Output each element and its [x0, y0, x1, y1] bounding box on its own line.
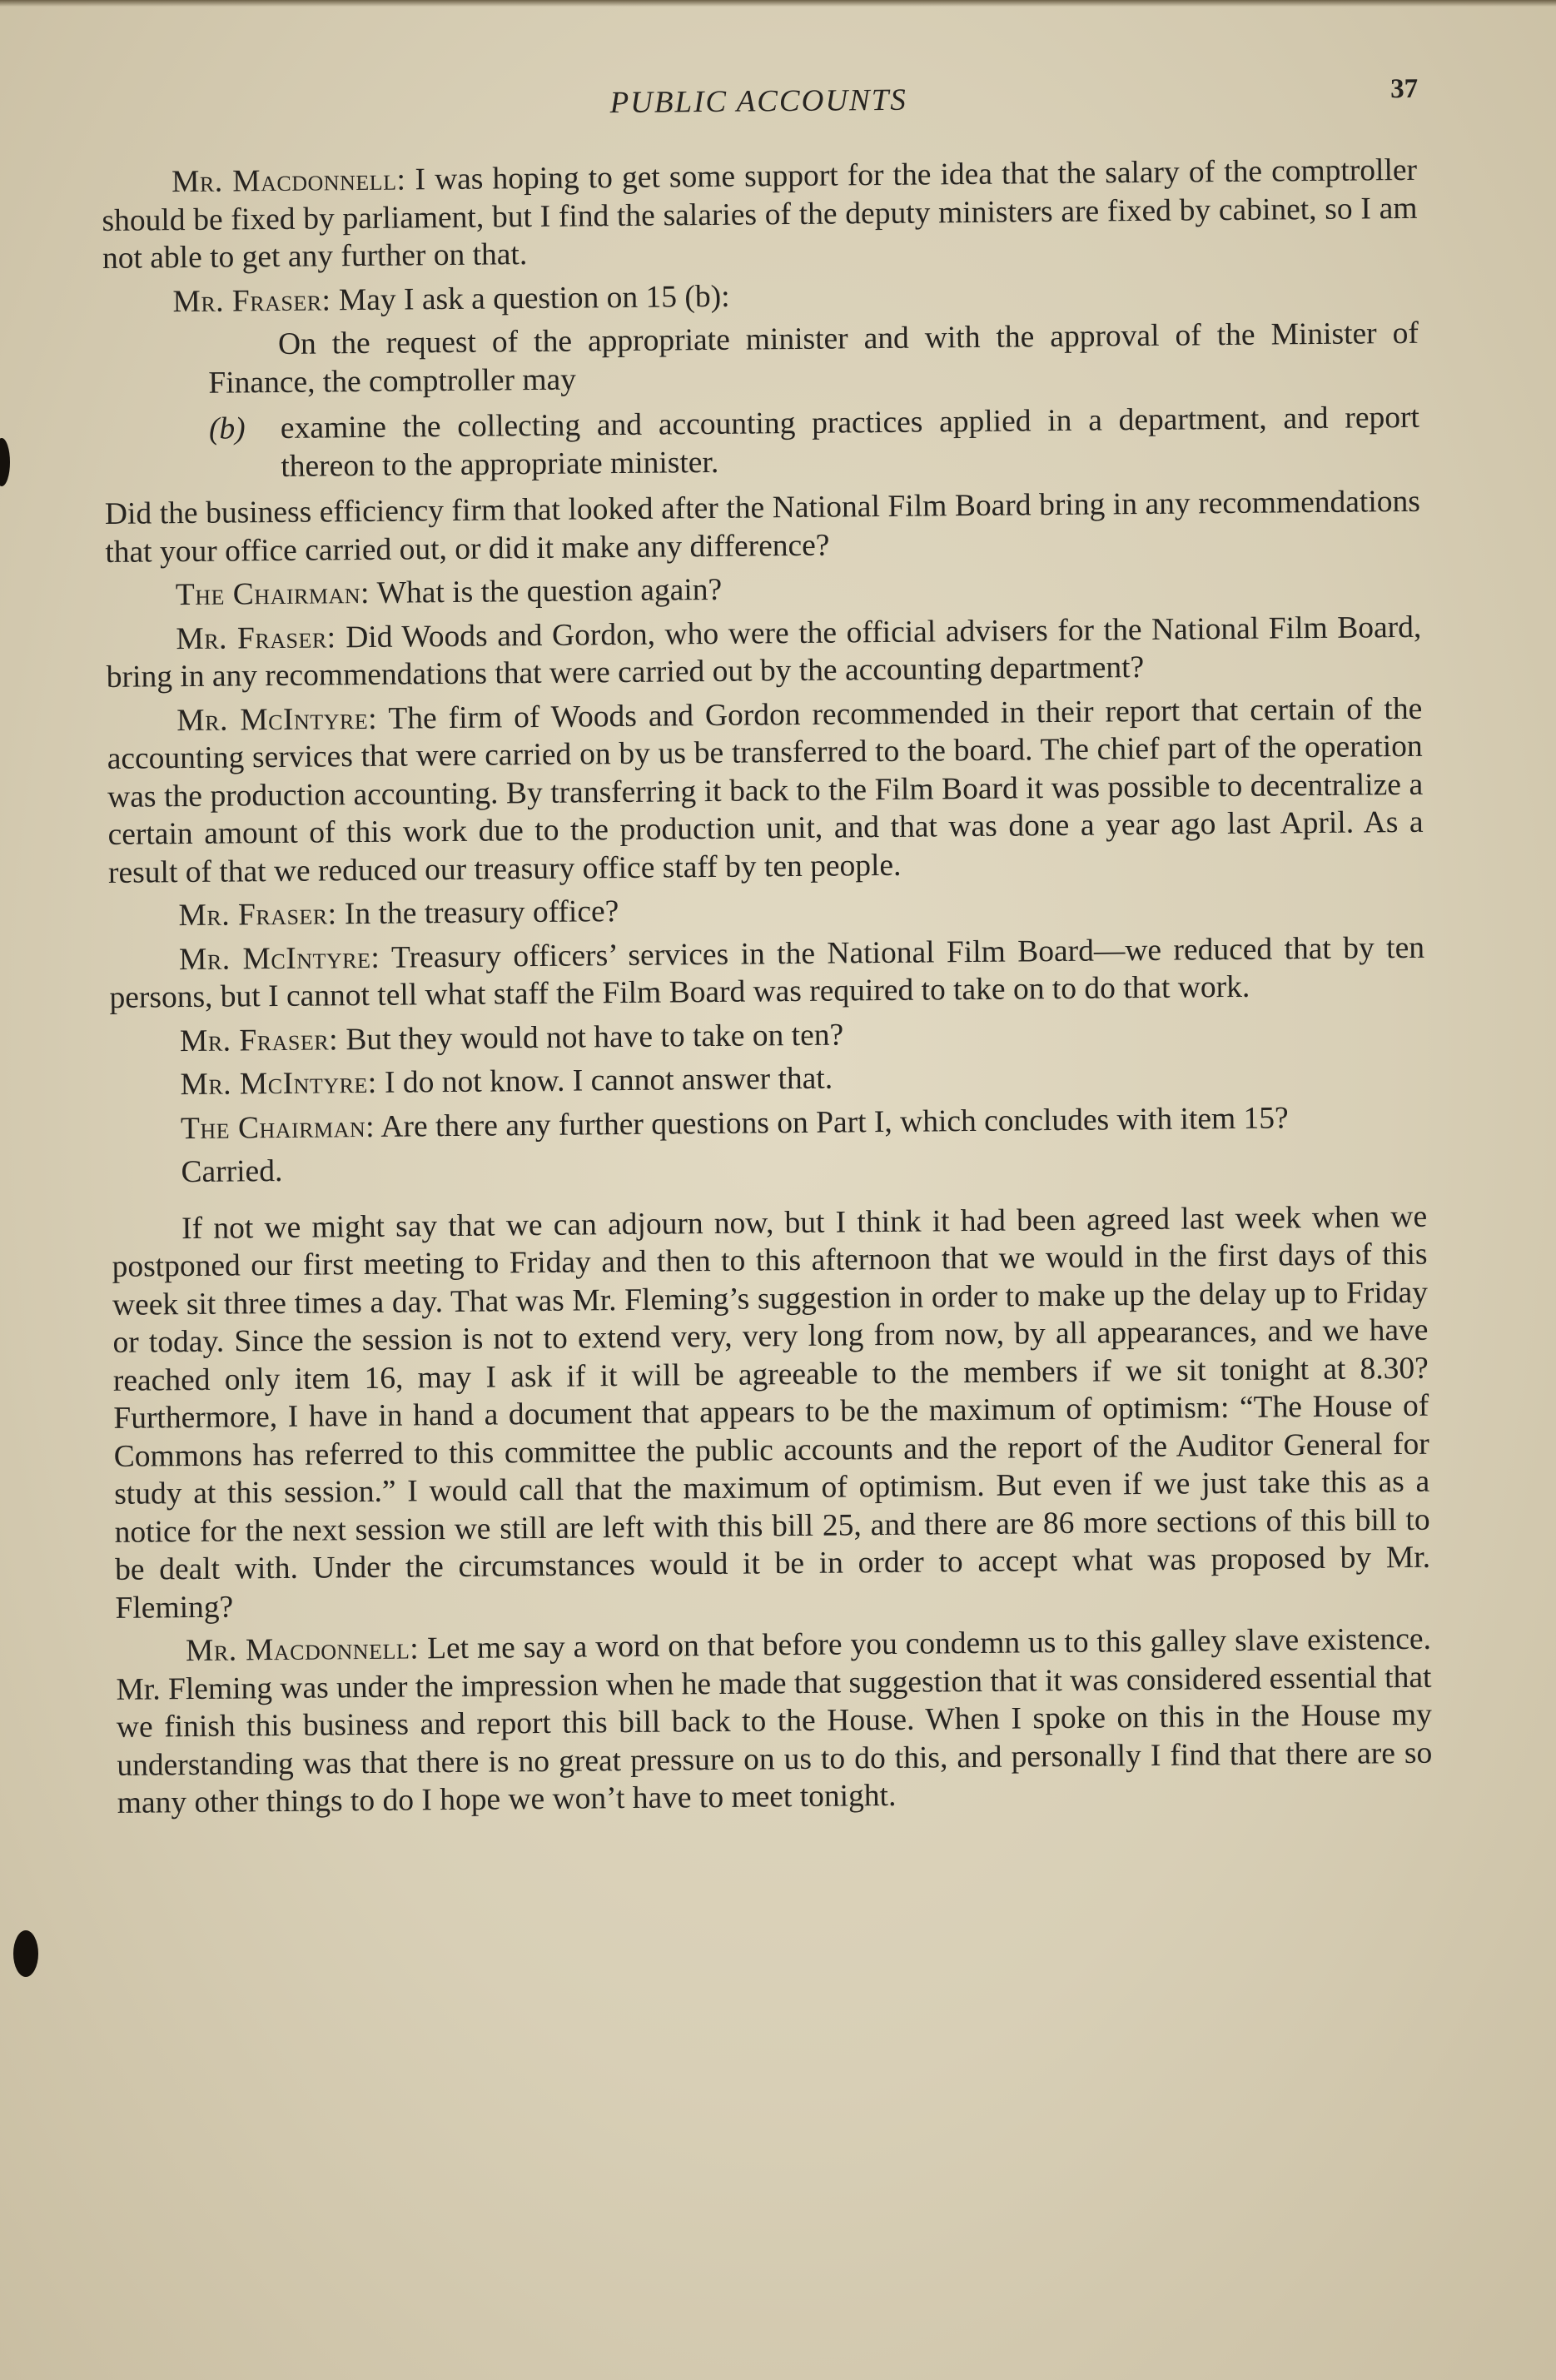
running-header [101, 73, 1419, 133]
speaker-name: Mr. Fraser: [179, 1022, 339, 1058]
paragraph-text: If not we might say that we can adjourn now, but I think it had been agreed last week when we postponed our first meeting to Friday and then to this afternoon that we would in the first days of this week sit three times a day. That was Mr. Fleming’s suggestion in order to make up the delay up to Friday or today. Since the session is not to extend very, very long from now, by all appearances, and we have reached only item 16, may I ask if it will be agreeable to the members if we sit tonight at 8.30? Furthermore, I have in hand a document that appears to be the maximum of optimism: “The House of Commons has referred to this committee the public accounts and the report of the Auditor General for study at this session.” I would call that the maximum of optimism. But even if we just take this as a notice for the next session we still are left with this bill 25, and there are 86 more sections of this bill to be dealt with. Under the circumstances would it be in order to accept what was proposed by Mr. Fleming? [112, 1199, 1431, 1626]
quoted-section-intro: On the request of the appropriate minister and with the approval of the Minister of Finance, the comptroller may [208, 316, 1419, 401]
paragraph [105, 483, 1421, 571]
paragraph-text: But they would not have to take on ten? [346, 1017, 844, 1057]
speaker-name: Mr. McIntyre: [180, 1065, 377, 1103]
paragraph-text: Did the business efficiency firm that looked after the National Film Board bring in any recommendations that your office carried out, or did it make any difference? [104, 484, 1421, 570]
speaker-name: Mr. Fraser: [172, 282, 331, 319]
paragraph-text: I do not know. I cannot answer that. [384, 1061, 833, 1100]
item-text: examine the collecting and accounting practices applied in a department, and report thereon to the appropriate minister. [280, 400, 1420, 484]
running-title: PUBLIC ACCOUNTS [609, 82, 908, 121]
item-label: (b) [208, 411, 246, 446]
paragraph [102, 152, 1418, 278]
punch-hole-lower [13, 1930, 38, 1977]
paragraph-text: Did Woods and Gordon, who were the official advisers for the National Film Board, bring in any recommendations that were carried out by the accounting department? [106, 610, 1422, 695]
paragraph-text: In the treasury office? [344, 894, 619, 932]
paragraph [109, 929, 1425, 1017]
paragraph [116, 1621, 1433, 1823]
speaker-name: Mr. McIntyre: [178, 940, 380, 977]
speaker-name: Mr. Fraser: [176, 620, 336, 656]
paragraph-text: Let me say a word on that before you condemn us to this galley slave existence. Mr. Fleming was under the impression when he made that suggestion that it was considered essential that we finish this business and report this bill back to the House. When I spoke on this in the House my understanding was that there is no great pressure on us to do this, and personally I find that there are so many other things to do I hope we won’t have to meet tonight. [116, 1621, 1433, 1820]
paragraph-text: I was hoping to get some support for the idea that the salary of the comptroller should be fixed by parliament, but I find the salaries of the deputy ministers are fixed by cabinet, so I am not able to get any further on that. [102, 152, 1418, 276]
paragraph-text: Treasury officers’ services in the National Film Board—we reduced that by ten persons, but I cannot tell what staff the Film Board was required to take on to do that work. [109, 930, 1425, 1015]
page-top-edge [0, 0, 1556, 7]
quoted-section-item [104, 399, 1420, 487]
paragraph-text: Are there any further questions on Part I, which concludes with item 15? [380, 1100, 1289, 1144]
paragraph [106, 565, 1421, 615]
page-number: 37 [1389, 73, 1419, 105]
speaker-name: Mr. Macdonnell: [171, 162, 406, 200]
paragraph [110, 1010, 1425, 1061]
paragraph-text: Carried. [181, 1153, 283, 1190]
paragraph [108, 885, 1424, 936]
paragraph [107, 690, 1424, 892]
paragraph-text: The firm of Woods and Gordon recommended in their report that certain of the accounting services that were carried on by us be transferred to the board. The chief part of the operation was the production accounting. By transferring it back to the Film Board it was possible to decentralize a certain amount of this work due to the production unit, and that was done a year ago last April. As a result of that we reduced our treasury office staff by ten people. [107, 691, 1424, 890]
paragraph [111, 1098, 1426, 1148]
paragraph [102, 271, 1418, 321]
speaker-name: Mr. Macdonnell: [185, 1631, 420, 1669]
paragraph [110, 1054, 1425, 1105]
paragraph-text: What is the question again? [376, 572, 723, 610]
speaker-name: Mr. Fraser: [178, 897, 337, 934]
paragraph [106, 608, 1422, 696]
speaker-name: The Chairman: [180, 1109, 375, 1146]
transcript-body [102, 152, 1433, 1829]
paragraph-text: May I ask a question on 15 (b): [338, 279, 730, 317]
speaker-name: The Chairman: [175, 575, 370, 613]
paragraph [112, 1197, 1431, 1627]
punch-hole-upper [0, 438, 10, 486]
speaker-name: Mr. McIntyre: [176, 701, 378, 738]
paragraph [111, 1142, 1426, 1192]
